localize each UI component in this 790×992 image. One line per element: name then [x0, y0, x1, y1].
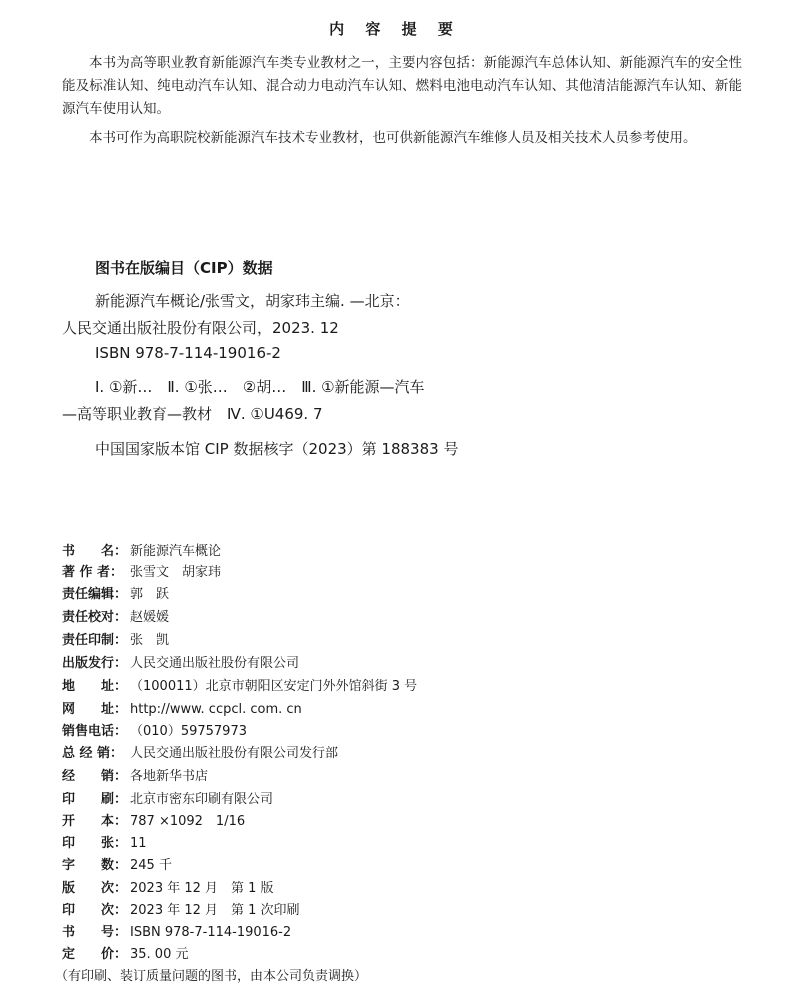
info-value: 11 [130, 836, 147, 851]
cip-line-6: 中国国家版本馆 CIP 数据核字（2023）第 188383 号 [95, 440, 459, 458]
info-label: 经 销： [62, 769, 128, 784]
info-value: 新能源汽车概论 [130, 544, 222, 559]
info-label: 印 次： [62, 903, 128, 918]
cip-heading: 图书在版编目（CIP）数据 [95, 259, 273, 277]
info-row [62, 742, 338, 761]
info-label: 地 址： [62, 679, 128, 694]
info-row [62, 583, 169, 602]
info-label: 印 张： [62, 836, 128, 851]
info-row [62, 854, 172, 873]
info-label: 责任校对： [62, 610, 128, 625]
cip-line-4: Ⅰ. ①新… Ⅱ. ①张… ②胡… Ⅲ. ①新能源—汽车 [95, 378, 425, 396]
cip-isbn: ISBN 978-7-114-19016-2 [95, 344, 281, 362]
info-label: 印 刷： [62, 792, 128, 807]
info-label: 开 本： [62, 814, 128, 829]
info-row [62, 561, 221, 580]
info-label: 书 号： [62, 925, 128, 940]
cip-line-5: —高等职业教育—教材 Ⅳ. ①U469. 7 [62, 405, 323, 423]
info-label: 字 数： [62, 858, 128, 873]
info-label: 网 址： [62, 702, 128, 717]
info-row [62, 943, 188, 962]
info-row [62, 788, 273, 807]
summary-paragraph-2: 本书可作为高职院校新能源汽车技术专业教材，也可供新能源汽车维修人员及相关技术人员参考使用。 [89, 130, 697, 146]
info-label: 责任印制： [62, 633, 128, 648]
info-row [62, 652, 299, 671]
info-row [62, 899, 300, 918]
info-value: 郭 跃 [130, 587, 170, 602]
info-row [62, 921, 291, 940]
info-value: 张雪文 胡家玮 [130, 565, 222, 580]
info-value: 张 凯 [130, 633, 170, 648]
info-row [62, 540, 221, 559]
cip-line-1: 新能源汽车概论/张雪文，胡家玮主编. —北京： [95, 292, 410, 310]
info-row [62, 606, 169, 625]
info-row [62, 720, 247, 739]
info-row [62, 698, 302, 717]
summary-paragraph-1: 本书为高等职业教育新能源汽车类专业教材之一，主要内容包括：新能源汽车总体认知、新能源汽车的安全性能及标准认知、纯电动汽车认知、混合动力电动汽车认知、燃料电池电动汽车认知、其他清洁能源汽车认知、新能源汽车使用认知。 [62, 55, 742, 117]
info-row [62, 675, 417, 694]
info-label: 销售电话： [62, 724, 128, 739]
cip-line-2: 人民交通出版社股份有限公司，2023. 12 [62, 319, 339, 337]
info-value: 各地新华书店 [130, 769, 209, 784]
info-row [62, 832, 147, 851]
info-label: 定 价： [62, 947, 128, 962]
quality-note: （有印刷、装订质量问题的图书，由本公司负责调换） [55, 969, 368, 984]
info-value: 赵媛媛 [130, 610, 170, 625]
info-label: 出版发行： [62, 656, 128, 671]
info-value: 787 ×1092 1/16 [130, 814, 246, 829]
info-value: 35. 00 元 [130, 947, 189, 962]
info-row [62, 810, 245, 829]
info-value: http://www. ccpcl. com. cn [130, 702, 302, 717]
info-label: 总 经 销： [62, 746, 124, 761]
info-value: （010）59757973 [130, 724, 247, 739]
info-value: 北京市密东印刷有限公司 [130, 792, 274, 807]
info-label: 责任编辑： [62, 587, 128, 602]
info-value: 人民交通出版社股份有限公司发行部 [130, 746, 339, 761]
info-label: 著 作 者： [62, 565, 124, 580]
info-value: 2023 年 12 月 第 1 版 [130, 881, 274, 896]
info-row [62, 877, 274, 896]
info-value: 人民交通出版社股份有限公司 [130, 656, 300, 671]
info-value: （100011）北京市朝阳区安定门外外馆斜街 3 号 [130, 679, 418, 694]
info-value: 2023 年 12 月 第 1 次印刷 [130, 903, 300, 918]
info-row [62, 765, 208, 784]
info-value: 245 千 [130, 858, 172, 873]
info-label: 版 次： [62, 881, 128, 896]
info-row [62, 629, 169, 648]
summary-title: 内 容 提 要 [329, 20, 461, 38]
info-label: 书 名： [62, 544, 128, 559]
info-value: ISBN 978-7-114-19016-2 [130, 925, 292, 940]
